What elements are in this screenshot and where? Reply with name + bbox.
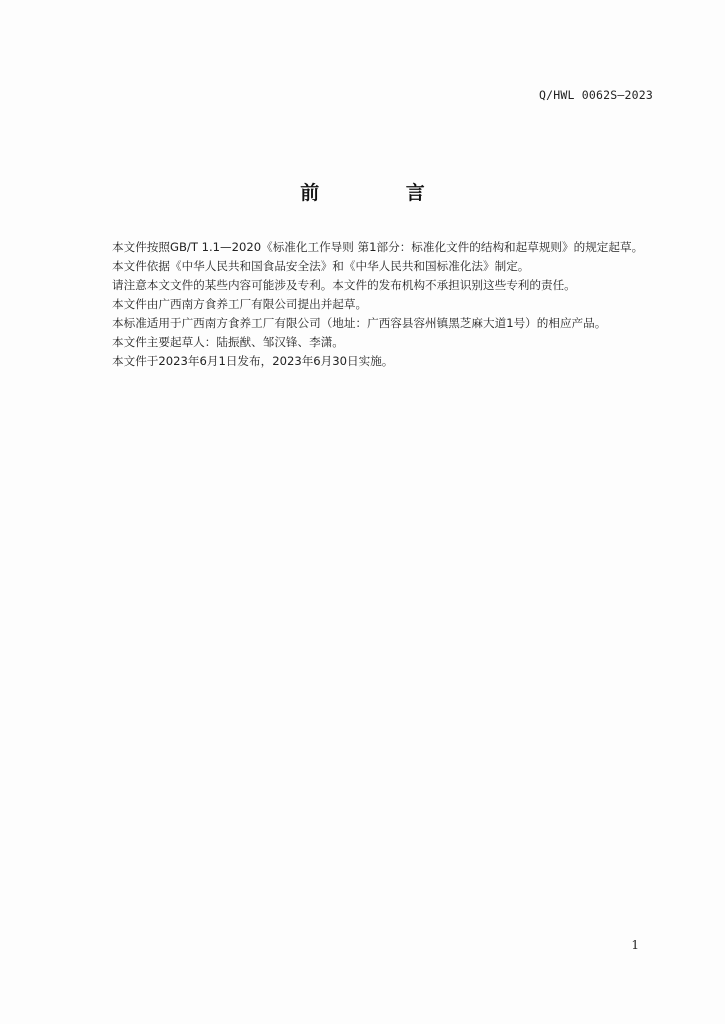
page-title: 前 言 bbox=[300, 182, 465, 204]
page-number: 1 bbox=[631, 938, 639, 952]
paragraph-proposer: 本文件由广西南方食养工厂有限公司提出并起草。 bbox=[112, 297, 368, 311]
document-code: Q/HWL 0062S—2023 bbox=[539, 88, 653, 102]
paragraph-scope: 本标准适用于广西南方食养工厂有限公司（地址：广西容县容州镇黑芝麻大道1号）的相应产品。 bbox=[112, 316, 607, 330]
paragraph-legal-basis: 本文件依据《中华人民共和国食品安全法》和《中华人民共和国标准化法》制定。 bbox=[112, 259, 530, 273]
paragraph-drafters: 本文件主要起草人：陆振猷、邹汉锋、李潇。 bbox=[112, 335, 344, 349]
paragraph-patent-notice: 请注意本文文件的某些内容可能涉及专利。本文件的发布机构不承担识别这些专利的责任。 bbox=[112, 278, 576, 292]
paragraph-drafting-rule: 本文件按照GB/T 1.1—2020《标准化工作导则 第1部分：标准化文件的结构和起草规则》的规定起草。 bbox=[112, 240, 644, 254]
foreword-body bbox=[88, 238, 656, 371]
paragraph-dates: 本文件于2023年6月1日发布，2023年6月30日实施。 bbox=[112, 354, 394, 368]
